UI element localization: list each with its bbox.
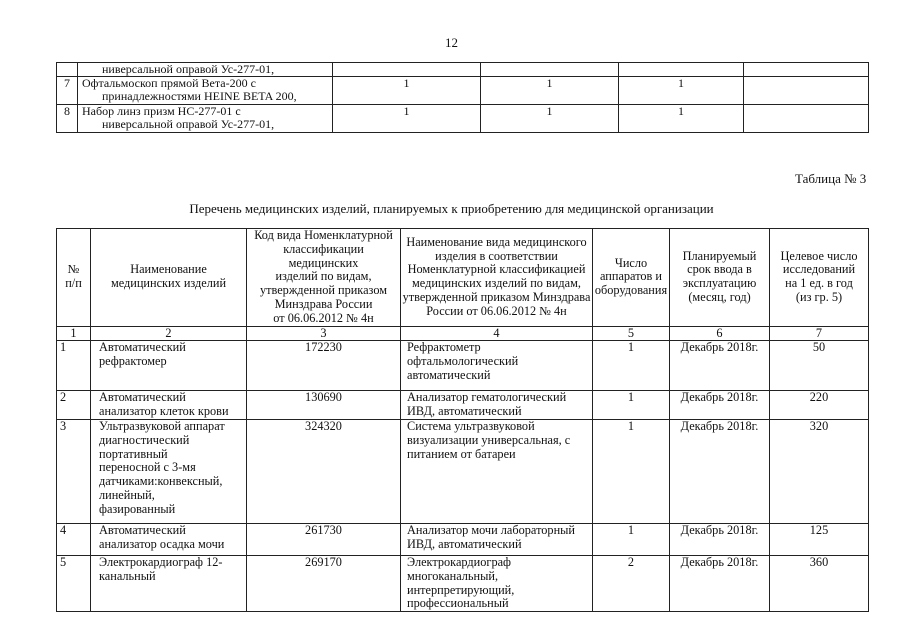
- quantity-cell: [481, 63, 619, 77]
- cell-line: Минздрава России: [274, 296, 373, 311]
- commissioning-date: Декабрь 2018г.: [670, 555, 770, 611]
- cell-line: оборудования: [594, 283, 668, 298]
- cell-line: анализатор клеток крови: [99, 404, 229, 419]
- classification-code: 130690: [247, 391, 401, 420]
- cell-line: канальный: [99, 568, 156, 583]
- device-name: [78, 77, 333, 105]
- cell-line: Система ультразвуковой: [407, 418, 535, 433]
- classification-name: [401, 523, 593, 555]
- cell-line: утвержденной приказом Минздрава: [402, 290, 591, 305]
- column-number: 4: [401, 326, 593, 341]
- classification-code: 261730: [247, 523, 401, 555]
- column-number: 2: [91, 326, 247, 341]
- header-row: [57, 229, 869, 327]
- row-number: 7: [57, 77, 78, 105]
- cell-line: от 06.06.2012 № 4н: [273, 310, 374, 325]
- target-studies: 220: [770, 391, 869, 420]
- device-name: [78, 105, 333, 133]
- cell-line: срок ввода в: [687, 262, 752, 277]
- cell-line: Анализатор гематологический: [407, 390, 567, 405]
- quantity-cell: [333, 63, 481, 77]
- quantity-cell: [744, 63, 869, 77]
- device-count: 1: [593, 523, 670, 555]
- cell-line: Планируемый: [682, 248, 757, 263]
- classification-name: [401, 341, 593, 391]
- device-name: [91, 555, 247, 611]
- medical-devices-table: [56, 228, 869, 612]
- cell-line: ИВД, автоматический: [407, 404, 522, 419]
- column-number: 5: [593, 326, 670, 341]
- column-number: 7: [770, 326, 869, 341]
- device-name: [91, 523, 247, 555]
- cell-line: (месяц, год): [688, 290, 751, 305]
- column-header: [593, 229, 670, 327]
- cell-line: офтальмологический: [407, 354, 519, 369]
- quantity-cell: 1: [481, 105, 619, 133]
- row-number: 8: [57, 105, 78, 133]
- cell-line: портативный: [99, 446, 168, 461]
- classification-code: 172230: [247, 341, 401, 391]
- cell-line: Наименование вида медицинского: [406, 234, 587, 249]
- device-count: 1: [593, 341, 670, 391]
- classification-code: 269170: [247, 555, 401, 611]
- cell-line: Электрокардиограф: [407, 554, 512, 569]
- device-count: 1: [593, 391, 670, 420]
- classification-name: [401, 391, 593, 420]
- cell-line: автоматический: [407, 367, 491, 382]
- page-number: 12: [445, 35, 458, 50]
- quantity-cell: 1: [619, 77, 744, 105]
- classification-code: 324320: [247, 419, 401, 523]
- cell-line: Наименование: [130, 262, 207, 277]
- row-number: 4: [57, 523, 91, 555]
- cell-line: Ультразвуковой аппарат: [99, 418, 225, 433]
- column-header: [57, 229, 91, 327]
- cell-line: Набор линз призм НС-277-01 с: [82, 104, 241, 118]
- cell-line: эксплуатацию: [682, 276, 757, 291]
- target-studies: 360: [770, 555, 869, 611]
- classification-name: [401, 555, 593, 611]
- quantity-cell: 1: [619, 105, 744, 133]
- device-name: [78, 63, 333, 77]
- device-row: [57, 341, 869, 391]
- column-header: [247, 229, 401, 327]
- table-number: Таблица № 3: [795, 171, 867, 186]
- quantity-cell: 1: [333, 77, 481, 105]
- cell-line: Автоматический: [99, 390, 186, 405]
- cell-line: ниверсальной оправой Ус-277-01,: [102, 62, 275, 76]
- device-row: [57, 523, 869, 555]
- row-number: 2: [57, 391, 91, 420]
- cell-line: ниверсальной оправой Ус-277-01,: [102, 117, 275, 131]
- device-count: 1: [593, 419, 670, 523]
- quantity-cell: [744, 77, 869, 105]
- cell-line: медицинских изделий по видам,: [412, 276, 581, 291]
- column-number: 1: [57, 326, 91, 341]
- cell-line: классификации медицинских: [283, 241, 364, 270]
- commissioning-date: Декабрь 2018г.: [670, 341, 770, 391]
- cell-line: Номенклатурной классификацией: [407, 262, 586, 277]
- quantity-cell: [619, 63, 744, 77]
- cell-line: визуализации универсальная, с: [407, 432, 571, 447]
- target-studies: 50: [770, 341, 869, 391]
- row-number: [57, 63, 78, 77]
- cell-line: переносной с 3-мя: [99, 460, 196, 475]
- target-studies: 125: [770, 523, 869, 555]
- row-number: 5: [57, 555, 91, 611]
- target-studies: 320: [770, 419, 869, 523]
- cell-line: (из гр. 5): [795, 290, 843, 305]
- cell-line: многоканальный,: [407, 568, 499, 583]
- row-number: 1: [57, 341, 91, 391]
- device-row: [57, 555, 869, 611]
- cell-line: фазированный: [99, 501, 176, 516]
- device-name: [91, 391, 247, 420]
- cell-line: Анализатор мочи лабораторный: [407, 522, 575, 537]
- column-number: 3: [247, 326, 401, 341]
- cell-line: Автоматический: [99, 522, 186, 537]
- cell-line: принадлежностями HEINE BETA 200,: [102, 89, 297, 103]
- cell-line: Рефрактометр: [407, 340, 481, 355]
- cell-line: интерпретирующий,: [407, 582, 515, 597]
- cell-line: п/п: [65, 276, 82, 291]
- column-header: [91, 229, 247, 327]
- cell-line: аппаратов и: [599, 269, 663, 284]
- cell-line: линейный,: [99, 487, 155, 502]
- device-name: [91, 341, 247, 391]
- row-number: 3: [57, 419, 91, 523]
- commissioning-date: Декабрь 2018г.: [670, 419, 770, 523]
- quantity-cell: [744, 105, 869, 133]
- cell-line: ИВД, автоматический: [407, 536, 522, 551]
- device-row: [57, 391, 869, 420]
- continuation-row: [57, 105, 869, 133]
- column-header: [670, 229, 770, 327]
- continuation-row: [57, 63, 869, 77]
- device-name: [91, 419, 247, 523]
- cell-line: утвержденной приказом: [259, 283, 388, 298]
- commissioning-date: Декабрь 2018г.: [670, 523, 770, 555]
- cell-line: на 1 ед. в год: [785, 276, 853, 291]
- cell-line: России от 06.06.2012 № 4н: [426, 303, 567, 318]
- column-header: [770, 229, 869, 327]
- cell-line: Код вида Номенклатурной: [254, 228, 393, 242]
- cell-line: датчиками:конвексный,: [99, 474, 223, 489]
- cell-line: Число: [614, 255, 648, 270]
- cell-line: исследований: [782, 262, 856, 277]
- column-number: 6: [670, 326, 770, 341]
- device-row: [57, 419, 869, 523]
- cell-line: Офтальмоскоп прямой Вета-200 с: [82, 76, 256, 90]
- cell-line: рефрактомер: [99, 354, 167, 369]
- cell-line: анализатор осадка мочи: [99, 536, 225, 551]
- cell-line: №: [67, 262, 80, 277]
- cell-line: изделия в соответствии: [435, 248, 558, 263]
- cell-line: изделий по видам,: [275, 269, 372, 284]
- cell-line: Целевое число: [780, 248, 858, 263]
- continuation-row: [57, 77, 869, 105]
- quantity-cell: 1: [333, 105, 481, 133]
- cell-line: Электрокардиограф 12-: [99, 554, 223, 569]
- quantity-cell: 1: [481, 77, 619, 105]
- classification-name: [401, 419, 593, 523]
- commissioning-date: Декабрь 2018г.: [670, 391, 770, 420]
- table-title: Перечень медицинских изделий, планируемых к приобретению для медицинской организации: [189, 201, 714, 216]
- cell-line: медицинских изделий: [110, 276, 227, 291]
- column-number-row: [57, 326, 869, 341]
- cell-line: Автоматический: [99, 340, 186, 355]
- device-count: 2: [593, 555, 670, 611]
- cell-line: питанием от батареи: [407, 446, 516, 461]
- continuation-table: [56, 62, 869, 133]
- cell-line: диагностический: [99, 432, 190, 447]
- cell-line: профессиональный: [407, 596, 509, 611]
- column-header: [401, 229, 593, 327]
